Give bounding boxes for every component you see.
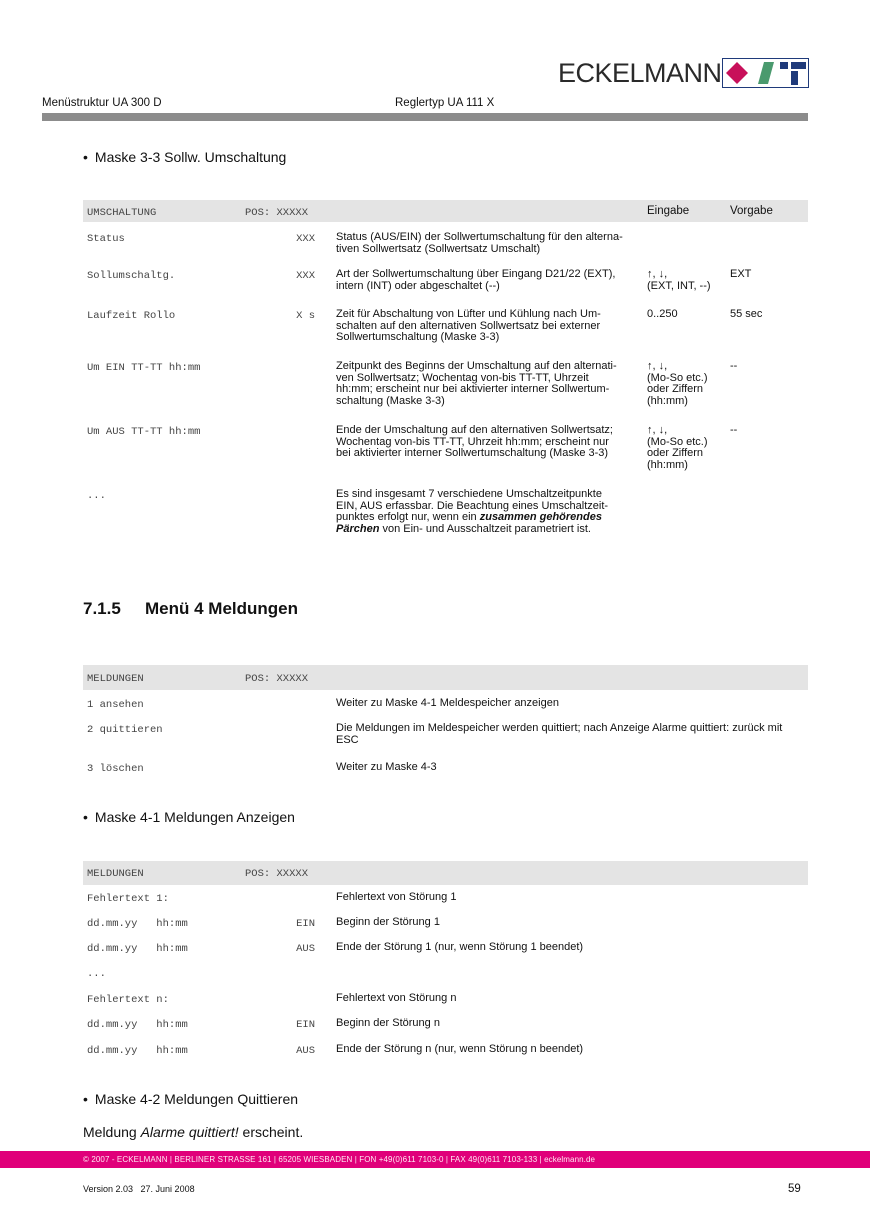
table-header-code: MELDUNGEN [87,673,144,685]
table-header-meldungen-anzeigen [83,861,808,885]
table-row-value: EIN [296,1019,315,1031]
table-header-eingabe: Eingabe [647,205,690,217]
table-header-umschaltung [83,200,808,222]
table-row-description: Weiter zu Maske 4-3 [336,761,437,773]
table-row-eingabe: 0..250 [647,308,678,320]
page-number: 59 [788,1183,801,1195]
table-row-description: Die Meldungen im Meldespeicher werden quittiert; nach Anzeige Alarme quittiert: zurück mit ESC [336,722,783,746]
table-row-value: XXX [296,233,315,245]
table-header-meldungen [83,665,808,690]
table-row-code: dd.mm.yy hh:mm [87,1019,188,1031]
table-row-code: ... [87,490,106,502]
brand-logo-text: ECKELMANN [558,58,722,88]
table-row-description: Art der Sollwertumschaltung über Eingang D21/22 (EXT), intern (INT) oder abgeschaltet (--) [336,268,616,292]
table-row-code: Sollumschaltg. [87,270,176,282]
table-row-description: Es sind insgesamt 7 verschiedene Umschaltzeitpunkte EIN, AUS erfassbar. Die Beachtung eines Umschaltzeit- punktes erfolgt nur, wenn ein zusammen gehörendes Pärchen von Ein- und Ausschaltzeit parametriert ist. [336,488,609,535]
table-row-description: Zeit für Abschaltung von Lüfter und Kühlung nach Um- schalten auf den alternativen Sollwertsatz bei externer Sollwertumschaltung (Maske 3-3) [336,308,601,343]
bullet-maske-4-1: • Maske 4-1 Meldungen Anzeigen [83,809,295,825]
table-row-code: Fehlertext 1: [87,893,169,905]
table-row-description: Zeitpunkt des Beginns der Umschaltung auf den alternati- ven Sollwertsatz; Wochentag von-bis TT-TT, Uhrzeit hh:mm; erscheint nur bei aktivierter interner Sollwertum- schaltung (Maske 3-3) [336,360,617,407]
table-row-vorgabe: -- [730,424,738,436]
table-row-code: dd.mm.yy hh:mm [87,943,188,955]
table-row-description: Fehlertext von Störung n [336,992,457,1004]
table-row-value: XXX [296,270,315,282]
table-row-code: Um AUS TT-TT hh:mm [87,426,201,438]
bullet-maske-4-2: • Maske 4-2 Meldungen Quittieren [83,1091,298,1107]
table-row-description: Ende der Störung 1 (nur, wenn Störung 1 beendet) [336,941,584,953]
table-row-value: AUS [296,1045,315,1057]
table-row-code: 3 löschen [87,763,144,775]
table-row-code: Fehlertext n: [87,994,169,1006]
message-text: Meldung Alarme quittiert! erscheint. [83,1124,304,1140]
header-document-title: Menüstruktur UA 300 D [42,97,162,109]
table-header-pos: POS: XXXXX [245,207,309,219]
table-header-code: MELDUNGEN [87,868,144,880]
table-row-code: Status [87,233,125,245]
brand-logo-icon [722,58,809,88]
table-row-code: dd.mm.yy hh:mm [87,918,188,930]
table-header-vorgabe: Vorgabe [730,205,773,217]
table-row-vorgabe: EXT [730,268,752,280]
bullet-maske-3-3: • Maske 3-3 Sollw. Umschaltung [83,149,286,165]
table-row-code: Laufzeit Rollo [87,310,176,322]
table-header-pos: POS: XXXXX [245,868,309,880]
table-row-vorgabe: -- [730,360,738,372]
table-row-description: Status (AUS/EIN) der Sollwertumschaltung für den alterna- tiven Sollwertsatz (Sollwertsatz Umschalt) [336,231,623,255]
footer-address: © 2007 - ECKELMANN | BERLINER STRASSE 161 | 65205 WIESBADEN | FON +49(0)611 7103-0 | FAX 49(0)611 7103-133 | eckelmann.de [83,1155,596,1164]
table-row-description: Beginn der Störung n [336,1017,440,1029]
table-row-value: X s [296,310,315,322]
table-row-code: 2 quittieren [87,724,163,736]
table-row-description: Ende der Umschaltung auf den alternativen Sollwertsatz; Wochentag von-bis TT-TT, Uhrzeit hh:mm; erscheint nur bei aktivierter interner Sollwertumschaltung (Maske 3-3) [336,424,613,459]
table-header-pos: POS: XXXXX [245,673,309,685]
table-row-value: EIN [296,918,315,930]
table-row-description: Ende der Störung n (nur, wenn Störung n beendet) [336,1043,584,1055]
table-row-description: Fehlertext von Störung 1 [336,891,457,903]
table-row-eingabe: ↑, ↓, (Mo-So etc.) oder Ziffern (hh:mm) [647,360,708,407]
header-divider [42,113,808,121]
table-row-eingabe: ↑, ↓, (Mo-So etc.) oder Ziffern (hh:mm) [647,424,708,471]
table-row-vorgabe: 55 sec [730,308,763,320]
table-row-code: 1 ansehen [87,699,144,711]
table-row-code: dd.mm.yy hh:mm [87,1045,188,1057]
table-row-value: AUS [296,943,315,955]
table-row-description: Beginn der Störung 1 [336,916,440,928]
table-row-eingabe: ↑, ↓, (EXT, INT, --) [647,268,711,292]
table-header-code: UMSCHALTUNG [87,207,157,219]
footer-version: Version 2.03 27. Juni 2008 [83,1184,195,1194]
table-row-description: Weiter zu Maske 4-1 Meldespeicher anzeigen [336,697,559,709]
header-controller-type: Reglertyp UA 111 X [395,97,495,109]
table-row-code: ... [87,968,106,980]
table-row-code: Um EIN TT-TT hh:mm [87,362,201,374]
section-heading: 7.1.5 Menü 4 Meldungen [83,599,298,618]
